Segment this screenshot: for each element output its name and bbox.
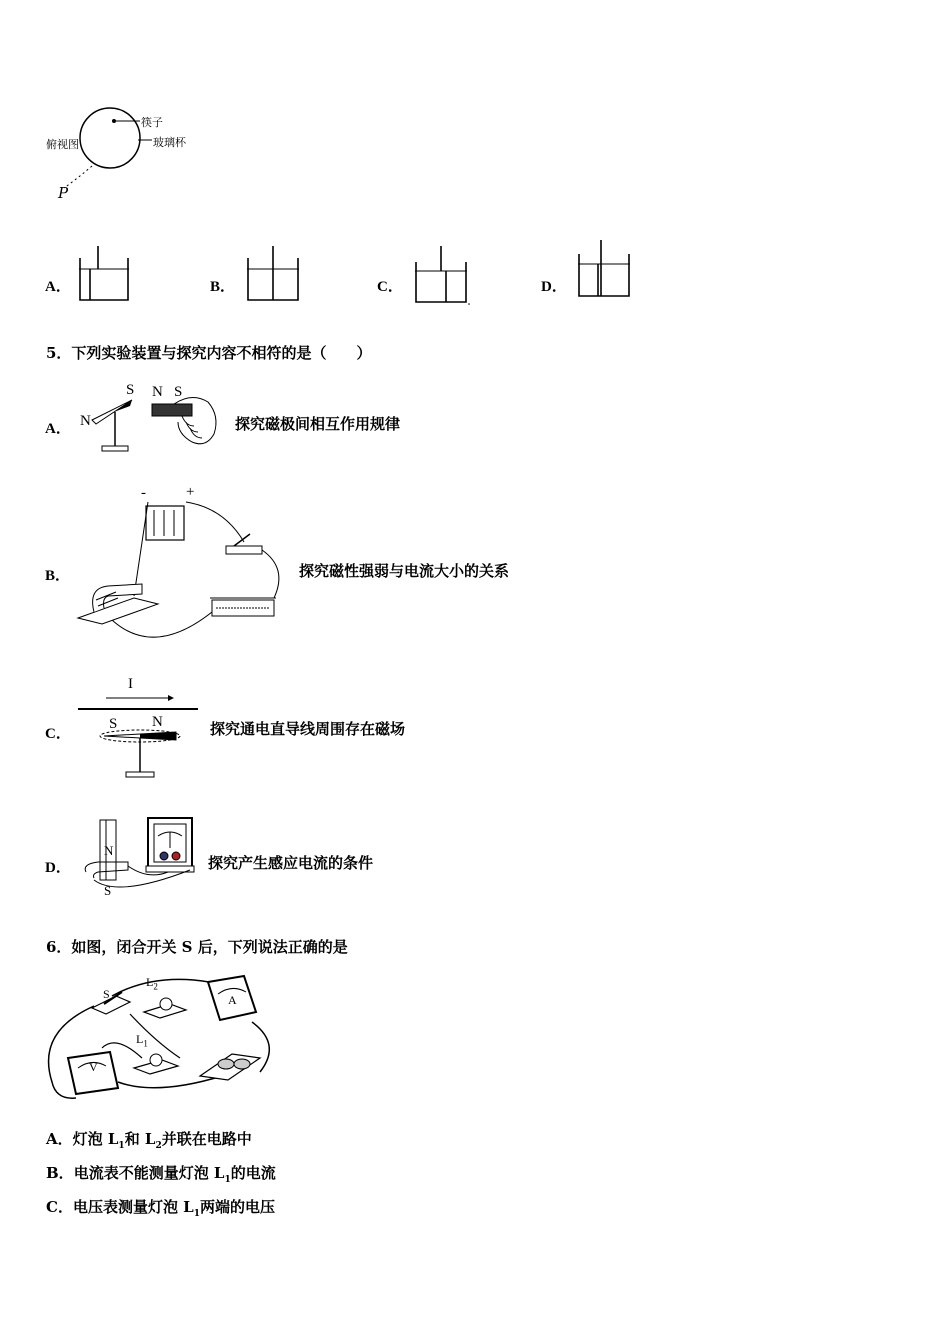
q6-option-a[interactable]: A．灯泡 $L_1$和 $L_2$并联在电路中 (46, 1130, 252, 1151)
q6-voltmeter-label: V (89, 1060, 98, 1074)
q6-stem: 6．如图，闭合开关 S 后，下列说法正确的是 (46, 938, 348, 956)
q5-option-c-letter[interactable]: C． (45, 726, 71, 742)
q4-option-a-letter[interactable]: A． (45, 279, 71, 295)
q6-ammeter-label: A (228, 993, 237, 1007)
q5b-label-plus: + (186, 484, 195, 500)
point-label: P (58, 184, 69, 202)
q5a-label-n1: N (80, 413, 91, 429)
q5-option-d-letter[interactable]: D． (45, 860, 71, 876)
q5a-label-n2: N (152, 384, 163, 400)
q4-option-b-letter[interactable]: B． (210, 279, 236, 295)
q6-option-c[interactable]: C．电压表测量灯泡 $L_1$两端的电压 (46, 1198, 276, 1219)
q6-option-c-letter: C． (46, 1198, 73, 1216)
q5c-label-n: N (152, 714, 163, 730)
q5-option-a-magnet-diagram (74, 382, 224, 460)
q5b-label-minus: - (141, 485, 146, 501)
q6-switch-label: S (103, 987, 110, 1001)
q4-option-c-cup-icon[interactable] (414, 244, 472, 306)
q5-option-d-induction-diagram (78, 814, 203, 904)
q5-option-b-text[interactable]: 探究磁性强弱与电流大小的关系 (299, 562, 510, 580)
view-label: 俯视图 (46, 138, 79, 151)
q6-option-a-letter: A． (46, 1130, 73, 1148)
q4-option-d-cup-icon[interactable] (577, 240, 635, 302)
q6-lamp2-label: $L_2$ (146, 975, 158, 992)
cup-label: 玻璃杯 (153, 136, 186, 149)
q5-option-c-wire-compass-diagram (76, 690, 206, 785)
q4-option-c-letter[interactable]: C． (377, 279, 403, 295)
q5a-label-s1: S (126, 382, 135, 398)
q5d-label-s: S (104, 883, 112, 898)
q4-option-a-cup-icon[interactable] (78, 244, 134, 304)
q5-option-d-text[interactable]: 探究产生感应电流的条件 (208, 854, 374, 872)
q5c-label-current: I (128, 676, 133, 692)
q6-lamp1-label: $L_1$ (136, 1032, 148, 1049)
q5-option-b-circuit-diagram (74, 488, 299, 648)
q5a-label-s2: S (174, 384, 183, 400)
q5-option-a-text[interactable]: 探究磁极间相互作用规律 (235, 415, 401, 433)
chopstick-label: 筷子 (141, 116, 163, 129)
q6-option-b-letter: B． (46, 1164, 74, 1182)
q4-option-d-letter[interactable]: D． (541, 279, 567, 295)
q6-circuit-diagram (46, 972, 276, 1102)
q4-option-b-cup-icon[interactable] (246, 244, 304, 304)
q5d-label-n: N (104, 843, 114, 858)
q5c-label-s: S (109, 716, 118, 732)
q5-option-a-letter[interactable]: A． (45, 421, 71, 437)
q5-option-c-text[interactable]: 探究通电直导线周围存在磁场 (210, 720, 406, 738)
q5-stem: 5．下列实验装置与探究内容不相符的是（ ） (46, 344, 372, 362)
q6-option-b[interactable]: B．电流表不能测量灯泡 $L_1$的电流 (46, 1164, 276, 1185)
q5-option-b-letter[interactable]: B． (45, 568, 71, 584)
